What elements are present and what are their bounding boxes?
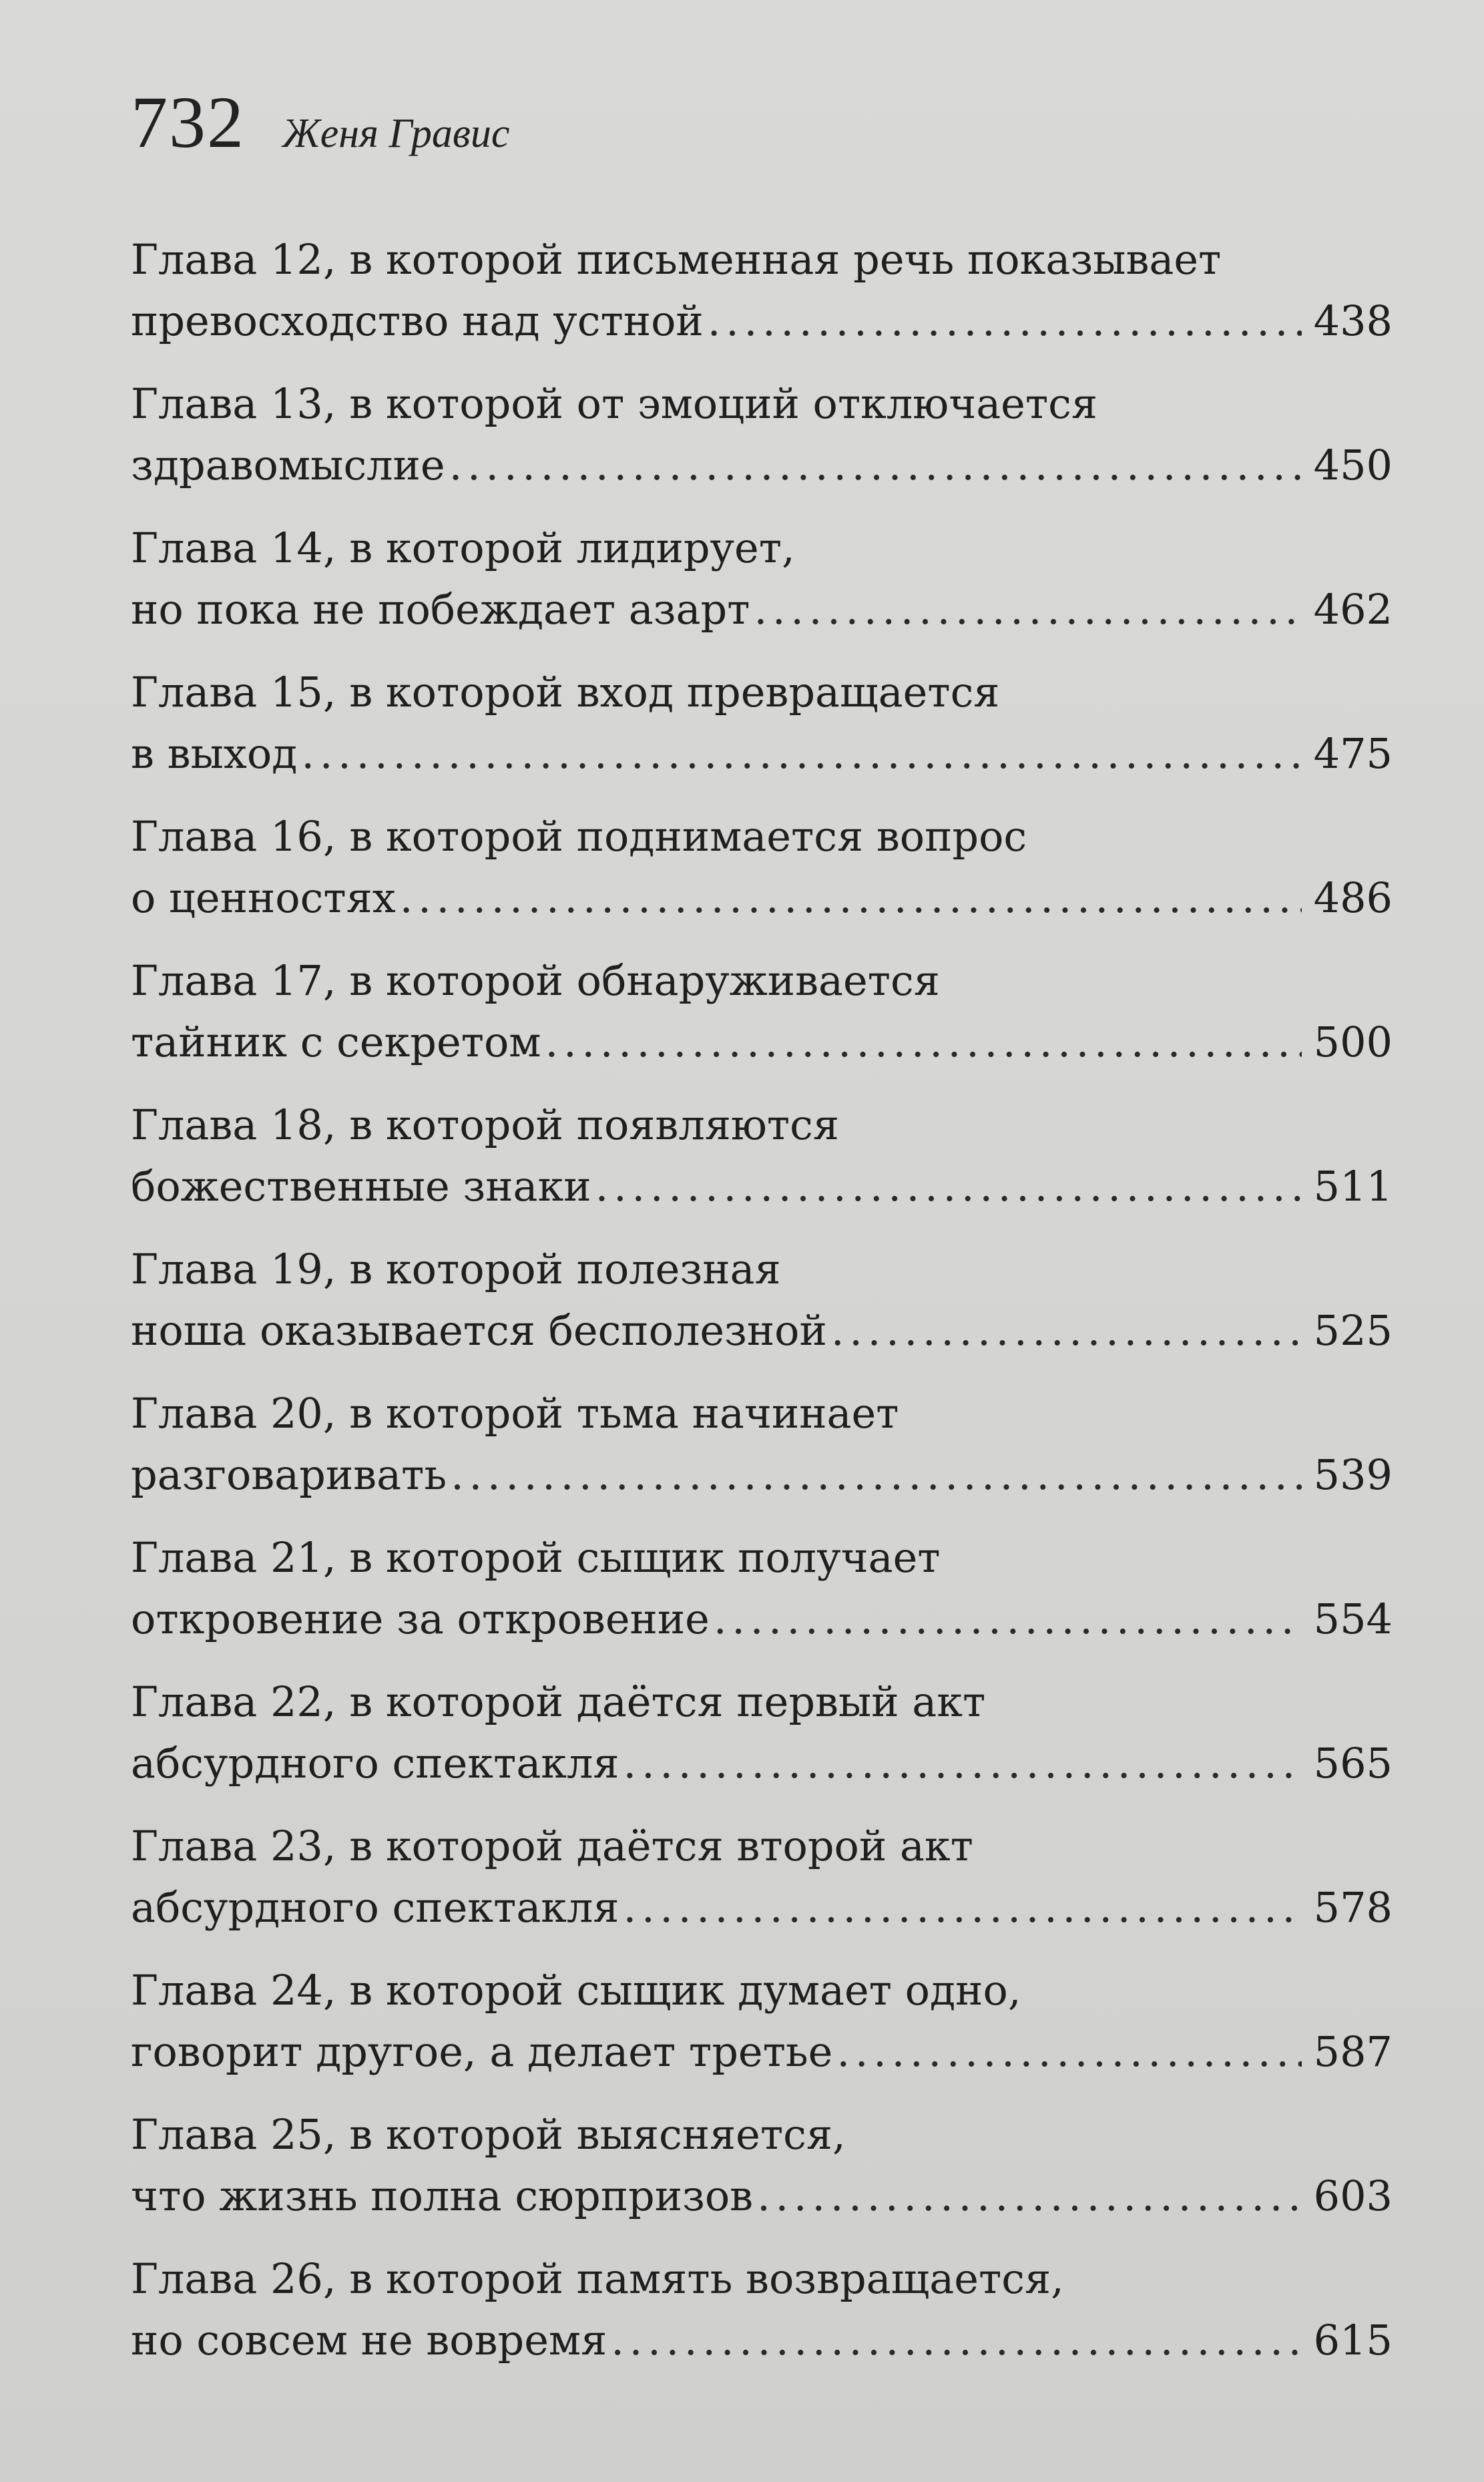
toc-entry <box>131 1804 1393 1948</box>
dot-leader <box>757 2165 1302 2227</box>
dot-leader <box>400 867 1302 929</box>
toc-title-continuation: разговаривать <box>131 1450 447 1499</box>
dot-leader <box>449 435 1302 496</box>
toc-entry <box>131 650 1393 794</box>
toc-entry <box>131 505 1393 650</box>
running-head-author: Женя Гравис <box>282 111 510 156</box>
toc-chapter-title: Глава 26, в которой память возвращается, <box>131 2254 1064 2303</box>
toc-entry <box>131 794 1393 938</box>
toc-title-continuation: что жизнь полна сюрпризов <box>131 2171 754 2220</box>
page-number: 732 <box>131 81 245 163</box>
toc-chapter-title: Глава 21, в которой сыщик получает <box>131 1533 941 1582</box>
toc-title-continuation: но пока не побеждает азарт <box>131 585 750 634</box>
toc-title-continuation: божественные знаки <box>131 1162 591 1211</box>
dot-leader <box>611 2310 1301 2371</box>
toc-title-continuation-row <box>131 1444 1393 1506</box>
toc-title-continuation-row <box>131 1012 1393 1073</box>
toc-page-number: 450 <box>1313 441 1393 489</box>
toc-chapter-title: Глава 22, в которой даётся первый акт <box>131 1677 986 1726</box>
toc-page-number: 587 <box>1313 2027 1393 2076</box>
toc-chapter-title: Глава 14, в которой лидирует, <box>131 524 795 572</box>
toc-page-number: 615 <box>1313 2316 1393 2364</box>
toc-chapter-title: Глава 16, в которой поднимается вопрос <box>131 812 1027 861</box>
toc-title-continuation-row <box>131 1156 1393 1217</box>
toc-chapter-title: Глава 12, в которой письменная речь показывает <box>131 235 1222 284</box>
dot-leader <box>836 2021 1301 2083</box>
dot-leader <box>714 1589 1302 1650</box>
toc-title-continuation-row <box>131 1877 1393 1938</box>
toc-entry <box>131 1082 1393 1227</box>
toc-chapter-title: Глава 15, в которой вход превращается <box>131 668 1000 716</box>
toc-entry <box>131 1948 1393 2092</box>
toc-page-number: 462 <box>1313 585 1393 634</box>
toc-page-number: 578 <box>1313 1883 1393 1932</box>
toc-title-continuation: абсурдного спектакля <box>131 1883 620 1932</box>
dot-leader <box>301 723 1301 785</box>
dot-leader <box>831 1300 1302 1362</box>
toc-page-number: 554 <box>1313 1595 1393 1643</box>
toc-title-continuation: абсурдного спектакля <box>131 1739 620 1788</box>
toc-title-continuation: тайник с секретом <box>131 1018 541 1066</box>
toc-entry <box>131 1515 1393 1659</box>
dot-leader <box>451 1444 1302 1506</box>
dot-leader <box>624 1877 1302 1938</box>
toc-title-continuation: говорит другое, а делает третье <box>131 2027 833 2076</box>
toc-page-number: 438 <box>1313 296 1393 345</box>
toc-entry <box>131 1227 1393 1371</box>
toc-title-continuation: превосходство над устной <box>131 296 704 345</box>
toc-chapter-title: Глава 19, в которой полезная <box>131 1245 781 1293</box>
toc-title-continuation-row <box>131 867 1393 929</box>
dot-leader <box>595 1156 1302 1217</box>
toc-title-continuation: в выход <box>131 729 298 778</box>
toc-page-number: 603 <box>1313 2171 1393 2220</box>
toc-entry <box>131 1659 1393 1804</box>
toc-title-continuation: о ценностях <box>131 873 396 922</box>
toc-title-continuation-row <box>131 723 1393 785</box>
toc-page-number: 475 <box>1313 729 1393 778</box>
toc-entry <box>131 938 1393 1082</box>
toc-title-continuation-row <box>131 579 1393 640</box>
toc-entry <box>131 361 1393 505</box>
toc-page-number: 500 <box>1313 1018 1393 1066</box>
table-of-contents <box>131 217 1393 2381</box>
toc-title-continuation-row <box>131 2165 1393 2227</box>
toc-page-number: 525 <box>1313 1306 1393 1355</box>
toc-chapter-title: Глава 17, в которой обнаруживается <box>131 956 940 1005</box>
page-header <box>131 80 509 165</box>
toc-entry <box>131 2092 1393 2236</box>
toc-chapter-title: Глава 25, в которой выясняется, <box>131 2110 846 2159</box>
toc-chapter-title: Глава 18, в которой появляются <box>131 1100 839 1149</box>
toc-title-continuation-row <box>131 1300 1393 1362</box>
toc-title-continuation: здравомыслие <box>131 441 445 489</box>
toc-title-continuation: ноша оказывается бесполезной <box>131 1306 827 1355</box>
toc-entry <box>131 2236 1393 2381</box>
toc-chapter-title: Глава 24, в которой сыщик думает одно, <box>131 1966 1021 2015</box>
toc-title-continuation-row <box>131 435 1393 496</box>
dot-leader <box>754 579 1301 640</box>
toc-title-continuation-row <box>131 1589 1393 1650</box>
dot-leader <box>624 1733 1302 1794</box>
toc-title-continuation: откровение за откровение <box>131 1595 710 1643</box>
toc-page-number: 511 <box>1313 1162 1393 1211</box>
dot-leader <box>708 290 1302 352</box>
toc-page-number: 539 <box>1313 1450 1393 1499</box>
toc-page-number: 565 <box>1313 1739 1393 1788</box>
toc-chapter-title: Глава 13, в которой от эмоций отключается <box>131 379 1098 428</box>
toc-page-number: 486 <box>1313 873 1393 922</box>
toc-title-continuation-row <box>131 2310 1393 2371</box>
toc-title-continuation-row <box>131 2021 1393 2083</box>
dot-leader <box>545 1012 1302 1073</box>
toc-title-continuation-row <box>131 290 1393 352</box>
toc-entry <box>131 1371 1393 1515</box>
toc-title-continuation-row <box>131 1733 1393 1794</box>
toc-title-continuation: но совсем не вовремя <box>131 2316 607 2364</box>
toc-entry <box>131 217 1393 361</box>
toc-chapter-title: Глава 23, в которой даётся второй акт <box>131 1822 973 1870</box>
toc-chapter-title: Глава 20, в которой тьма начинает <box>131 1389 899 1438</box>
